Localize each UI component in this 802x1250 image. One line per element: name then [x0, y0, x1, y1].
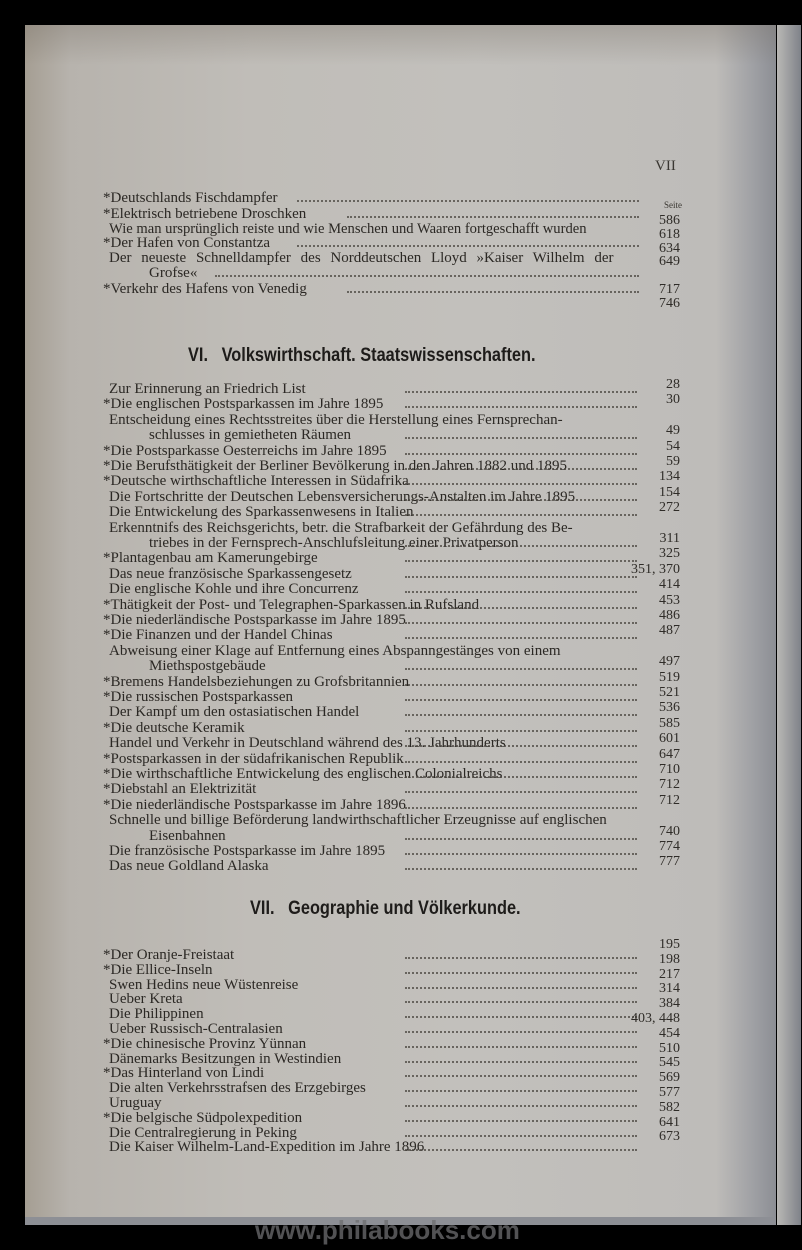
page-number: 774	[659, 839, 680, 854]
toc-entry: Uruguay	[109, 1095, 162, 1111]
page-number: 351, 370	[631, 561, 680, 577]
toc-entry: Dänemarks Besitzungen in Westindien	[109, 1050, 342, 1067]
page-number: 403, 448	[631, 1011, 680, 1026]
dot-leader	[405, 953, 637, 959]
page-number: 453	[659, 592, 680, 608]
toc-entry: *Postsparkassen in der südafrikanischen Republik	[103, 750, 404, 767]
page-number: 384	[659, 996, 680, 1012]
dot-leader	[405, 849, 637, 855]
toc-entry-continuation: Miethspostgebäude	[149, 658, 266, 675]
page-number: 647	[659, 746, 680, 762]
toc-entry: *Die wirthschaftliche Entwickelung des englischen Colonialreichs	[103, 766, 503, 782]
page-number: 569	[659, 1070, 680, 1086]
dot-leader	[405, 1101, 637, 1107]
toc-entry: Die französische Postsparkasse im Jahre 1895	[109, 843, 386, 859]
toc-entry: *Das Hinterland von Lindi	[103, 1065, 265, 1082]
toc-entry: *Deutschlands Fischdampfer	[103, 190, 278, 206]
dot-leader	[405, 695, 637, 701]
page-number: 673	[659, 1129, 680, 1145]
toc-entry: *Deutsche wirthschaftliche Interessen in Südafrika	[103, 473, 409, 490]
toc-entry-continuation: Grofse«	[149, 265, 198, 281]
page-number: 311	[659, 531, 680, 546]
toc-entry: *Die deutsche Keramik	[103, 719, 245, 736]
page-number: 497	[659, 654, 680, 670]
toc-entry: Der Kampf um den ostasiatischen Handel	[109, 704, 360, 721]
dot-leader	[405, 1086, 637, 1092]
toc-entry: *Die englischen Postsparkassen im Jahre 1895	[103, 396, 384, 413]
toc-entry: Die alten Verkehrsstrafsen des Erzgebirges	[109, 1080, 366, 1097]
dot-leader	[405, 1145, 637, 1151]
toc-entry: *Thätigkeit der Post- und Telegraphen-Sparkassen in Rufsland	[103, 596, 480, 613]
toc-entry: *Der Oranje-Freistaat	[103, 947, 235, 963]
dot-leader	[405, 664, 637, 670]
toc-entry: *Die Finanzen und der Handel Chinas	[103, 627, 333, 644]
page-number: 519	[659, 669, 680, 685]
page-number: 740	[659, 823, 680, 839]
toc-entry: Wie man ursprünglich reiste und wie Menschen und Waaren fortgeschafft wurden	[109, 221, 587, 237]
toc-entry: Swen Hedins neue Wüstenreise	[109, 976, 299, 993]
dot-leader	[297, 241, 639, 247]
toc-entry: *Bremens Handelsbeziehungen zu Grofsbritannien	[103, 673, 410, 690]
toc-entry: Die Philippinen	[109, 1006, 204, 1023]
dot-leader	[405, 726, 637, 732]
toc-entry: *Die belgische Südpolexpedition	[103, 1109, 303, 1126]
section-numeral: VII.	[250, 898, 275, 919]
page-number: 134	[659, 469, 680, 485]
toc-entry: *Plantagenbau am Kamerungebirge	[103, 550, 318, 567]
toc-entry-continuation: Eisenbahnen	[149, 827, 226, 844]
dot-leader	[405, 587, 637, 593]
page-number: 454	[659, 1025, 680, 1041]
toc-entry: *Die niederländische Postsparkasse im Jahre 1895	[103, 612, 406, 628]
toc-entry: Die Kaiser Wilhelm-Land-Expedition im Jahre 1896	[109, 1139, 425, 1156]
dot-leader	[405, 433, 637, 439]
toc-entry: *Die Postsparkasse Oesterreichs im Jahre 1895	[103, 442, 387, 459]
toc-entry: Erkenntnifs des Reichsgerichts, betr. die Strafbarkeit der Gefährdung des Be-	[109, 519, 573, 536]
toc-entry: Die Centralregierung in Peking	[109, 1124, 297, 1141]
page-number: 777	[659, 854, 680, 870]
page-number: 414	[659, 577, 680, 593]
dot-leader	[405, 741, 637, 747]
dot-leader	[405, 633, 637, 639]
page-number: 325	[659, 546, 680, 562]
toc-entry: Die Fortschritte der Deutschen Lebensversicherungs-Anstalten im Jahre 1895	[109, 488, 576, 505]
page-number: 717	[659, 282, 680, 297]
toc-entry: *Die russischen Postsparkassen	[103, 689, 293, 705]
dot-leader	[405, 710, 637, 716]
page-number: 272	[659, 500, 680, 516]
toc-entry: Das neue Goldland Alaska	[109, 858, 269, 875]
book-page	[25, 25, 776, 1245]
page-number: 712	[659, 777, 680, 793]
toc-entry: *Die chinesische Provinz Yünnan	[103, 1035, 307, 1052]
page-number: 634	[659, 241, 680, 256]
toc-entry: Die englische Kohle und ihre Concurrenz	[109, 581, 359, 598]
page-folio: VII	[655, 158, 676, 174]
page-number: 710	[659, 762, 680, 777]
toc-entry: Handel und Verkehr in Deutschland während des 13. Jahrhunderts	[109, 735, 506, 752]
dot-leader	[405, 1027, 637, 1033]
dot-leader	[405, 864, 637, 870]
dot-leader	[405, 834, 637, 840]
dot-leader	[405, 1071, 637, 1077]
dot-leader	[405, 510, 637, 516]
dot-leader	[405, 680, 637, 686]
page-number: 59	[666, 454, 680, 469]
toc-entry: *Der Hafen von Constantza	[103, 235, 271, 251]
dot-leader	[405, 449, 637, 455]
toc-entry: *Die Ellice-Inseln	[103, 961, 213, 978]
page-number: 217	[659, 966, 680, 982]
dot-leader	[405, 495, 637, 501]
section-title: Geographie und Völkerkunde.	[288, 898, 521, 919]
dot-leader	[405, 787, 637, 793]
dot-leader	[405, 1131, 637, 1137]
dot-leader	[405, 997, 637, 1003]
dot-leader	[405, 603, 637, 609]
dot-leader	[405, 479, 637, 485]
dot-leader	[405, 541, 637, 547]
page-number: 30	[666, 392, 680, 408]
page-number: 49	[666, 423, 680, 439]
page-number: 198	[659, 951, 680, 967]
toc-entry: *Diebstahl an Elektrizität	[103, 781, 257, 798]
page-number: 582	[659, 1099, 680, 1115]
dot-leader	[405, 757, 637, 763]
page-number: 641	[659, 1114, 680, 1130]
page-edge-shadow	[777, 25, 801, 1225]
toc-entry: Zur Erinnerung an Friedrich List	[109, 381, 306, 397]
dot-leader	[297, 196, 639, 202]
page-number: 154	[659, 484, 680, 500]
toc-entry: Abweisung einer Klage auf Entfernung eines Abspanngestänges von einem	[109, 642, 561, 659]
page-number: 486	[659, 608, 680, 623]
toc-entry: Ueber Kreta	[109, 991, 183, 1008]
page-number: 746	[659, 296, 680, 311]
toc-entry-continuation: triebes in der Fernsprech-Anschlufsleitung einer Privatperson	[149, 535, 519, 551]
page-number: 521	[659, 685, 680, 700]
toc-entry-continuation: schlusses in gemietheten Räumen	[149, 427, 352, 444]
page-number: 585	[659, 715, 680, 731]
section-heading-vii	[250, 898, 521, 920]
toc-entry: *Elektrisch betriebene Droschken	[103, 206, 307, 222]
dot-leader	[405, 618, 637, 624]
toc-entry: *Die Berufsthätigkeit der Berliner Bevölkerung in den Jahren 1882 und 1895	[103, 458, 568, 474]
toc-entry: Schnelle und billige Beförderung landwirthschaftlicher Erzeugnisse auf englischen	[109, 812, 607, 829]
page-number: 586	[659, 213, 680, 228]
toc-entry: Ueber Russisch-Centralasien	[109, 1021, 283, 1037]
page-number: 545	[659, 1055, 680, 1071]
page-number: 314	[659, 981, 680, 997]
dot-leader	[405, 402, 637, 408]
dot-leader	[405, 556, 637, 562]
toc-entry: Die Entwickelung des Sparkassenwesens in Italien	[109, 504, 414, 521]
dot-leader	[405, 464, 637, 470]
dot-leader	[405, 1057, 637, 1063]
seite-label: Seite	[664, 200, 682, 210]
page-number: 536	[659, 700, 680, 716]
dot-leader	[405, 968, 637, 974]
page-number: 54	[666, 438, 680, 454]
page-number: 28	[666, 377, 680, 392]
section-heading-vi	[188, 345, 536, 367]
toc-entry: *Die niederländische Postsparkasse im Jahre 1896	[103, 796, 406, 813]
page-number: 649	[659, 254, 680, 269]
toc-entry: Der neueste Schnelldampfer des Norddeutschen Lloyd »Kaiser Wilhelm der	[109, 250, 614, 266]
page-number: 195	[659, 937, 680, 952]
dot-leader	[347, 287, 639, 293]
dot-leader	[347, 212, 639, 218]
dot-leader	[405, 772, 637, 778]
toc-entry: Entscheidung eines Rechtsstreites über die Herstellung eines Fernsprechan-	[109, 411, 563, 428]
page-number: 618	[659, 227, 680, 242]
toc-entry: *Verkehr des Hafens von Venedig	[103, 281, 307, 297]
page-number: 712	[659, 792, 680, 808]
dot-leader	[405, 387, 637, 393]
page-number: 601	[659, 731, 680, 747]
page-number: 510	[659, 1040, 680, 1056]
page-number: 487	[659, 623, 680, 639]
toc-entry: Das neue französische Sparkassengesetz	[109, 565, 352, 582]
section-numeral: VI.	[188, 345, 208, 366]
page-number: 577	[659, 1085, 680, 1100]
watermark: www.philabooks.com	[255, 1215, 520, 1245]
section-title: Volkswirthschaft. Staatswissenschaften.	[221, 345, 536, 366]
dot-leader	[405, 1116, 637, 1122]
dot-leader	[405, 983, 637, 989]
dot-leader	[405, 1042, 637, 1048]
dot-leader	[215, 271, 639, 277]
dot-leader	[405, 803, 637, 809]
